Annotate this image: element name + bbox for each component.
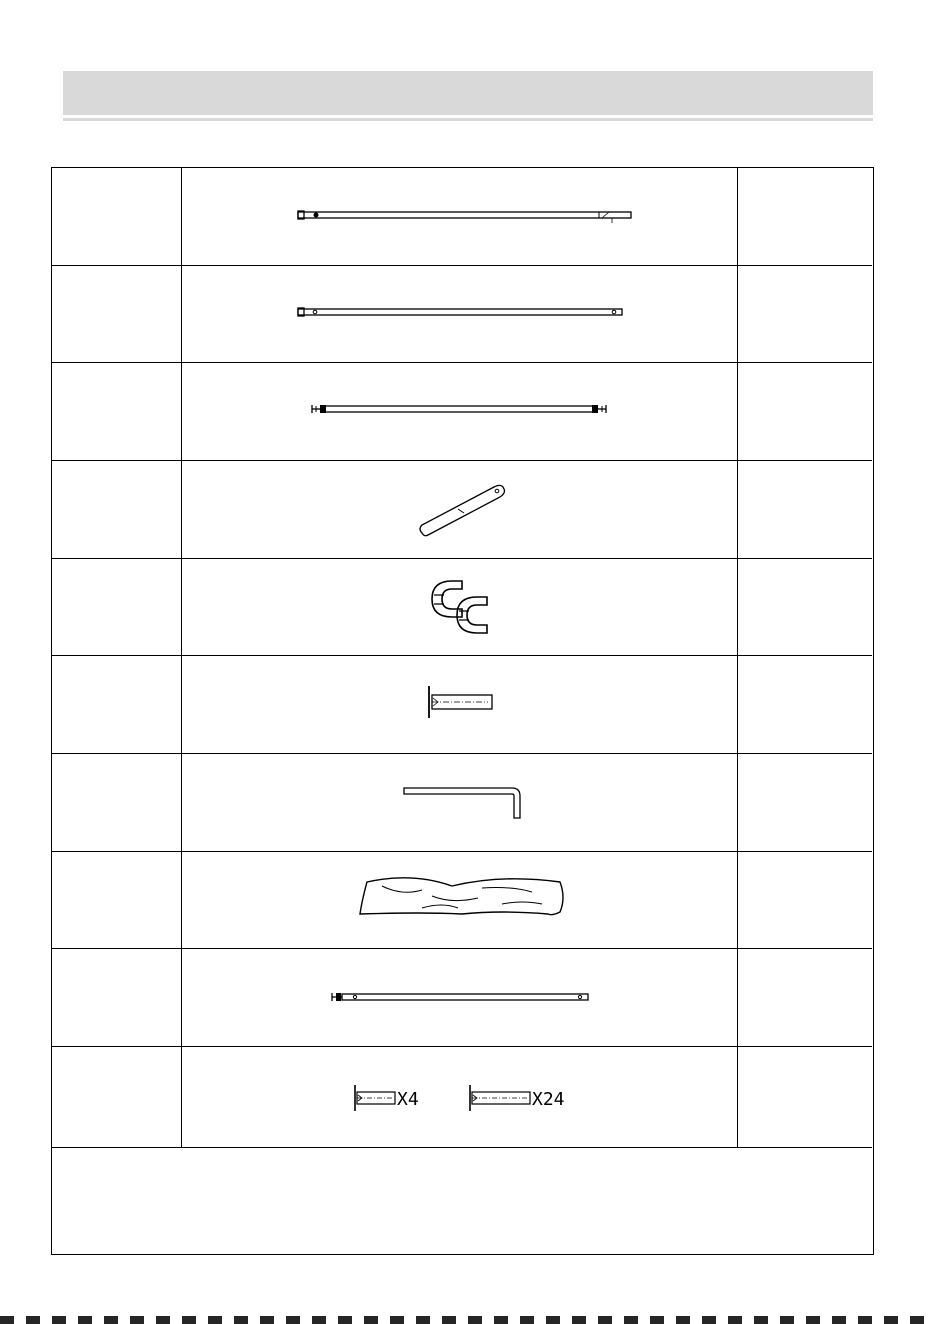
- fabric-cover-icon: [182, 852, 738, 948]
- part-image-cell: [182, 656, 738, 753]
- part-quantity-cell: [738, 266, 872, 362]
- part-image-cell: [182, 461, 738, 558]
- long-tube-icon: [182, 168, 738, 264]
- allen-key-icon: [182, 754, 738, 850]
- table-row: [52, 852, 872, 949]
- table-row: [52, 656, 872, 754]
- table-footer-note: [52, 1148, 872, 1253]
- table-row: [52, 754, 872, 852]
- bolt-icon: [182, 656, 738, 752]
- part-image-cell: [182, 1047, 738, 1147]
- short-screw-count: X4: [397, 1089, 419, 1110]
- part-id-cell: [52, 754, 182, 851]
- part-quantity-cell: [738, 852, 872, 948]
- part-id-cell: [52, 266, 182, 362]
- section-header-bar: [63, 71, 873, 115]
- table-row: [52, 1047, 872, 1148]
- part-quantity-cell: [738, 461, 872, 558]
- table-row: [52, 949, 872, 1047]
- header-divider: [63, 118, 873, 121]
- table-row: [52, 363, 872, 461]
- part-quantity-cell: [738, 363, 872, 460]
- parts-list-table: [51, 167, 874, 1255]
- long-screw-count: X24: [532, 1089, 565, 1110]
- part-image-cell: [182, 266, 738, 362]
- part-id-cell: [52, 852, 182, 948]
- part-quantity-cell: [738, 949, 872, 1046]
- tube-with-holes-icon: [182, 266, 738, 362]
- part-id-cell: [52, 168, 182, 265]
- connector-plate-icon: [182, 461, 738, 557]
- part-image-cell: [182, 168, 738, 265]
- part-id-cell: [52, 461, 182, 558]
- tube-clip-icon: [182, 559, 738, 655]
- part-quantity-cell: [738, 168, 872, 265]
- tube-with-end-caps-icon: [182, 363, 738, 459]
- part-quantity-cell: [738, 754, 872, 851]
- part-image-cell: [182, 852, 738, 948]
- table-row: [52, 559, 872, 656]
- page-bottom-dashed-border: [0, 1316, 933, 1324]
- part-quantity-cell: [738, 656, 872, 753]
- table-row: [52, 168, 872, 266]
- part-image-cell: [182, 949, 738, 1046]
- part-id-cell: [52, 559, 182, 655]
- part-id-cell: [52, 656, 182, 753]
- part-id-cell: [52, 363, 182, 460]
- screw-set-icon: [182, 1047, 738, 1147]
- short-tube-icon: [182, 949, 738, 1045]
- part-id-cell: [52, 1047, 182, 1147]
- part-image-cell: [182, 754, 738, 851]
- part-image-cell: [182, 559, 738, 655]
- table-row: [52, 266, 872, 363]
- part-id-cell: [52, 949, 182, 1046]
- part-image-cell: [182, 363, 738, 460]
- table-row: [52, 461, 872, 559]
- part-quantity-cell: [738, 559, 872, 655]
- part-quantity-cell: [738, 1047, 872, 1147]
